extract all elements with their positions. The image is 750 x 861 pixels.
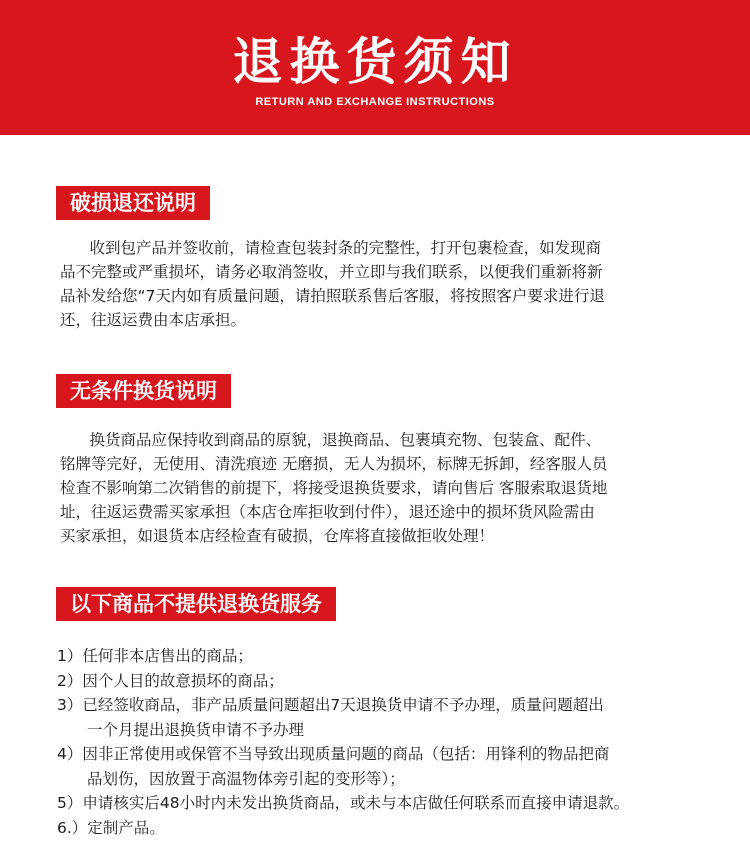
section-heading-non-returnable: 以下商品不提供退换货服务 (56, 587, 336, 621)
paragraph-line: 买家承担，如退货本店经检查有破损，仓库将直接做拒收处理！ (60, 527, 495, 545)
section-heading-damage-return: 破损退还说明 (56, 186, 210, 220)
paragraph-line: 换货商品应保持收到商品的原貌，退换商品、包裹填充物、包装盒、配件、 (60, 431, 602, 449)
non-returnable-list (57, 644, 737, 840)
paragraph-line: 检查不影响第二次销售的前提下，将接受退换货要求，请向售后 客服索取退货地 (60, 479, 608, 497)
list-item: 2）因个人目的故意损坏的商品； (57, 671, 284, 690)
page-subtitle: RETURN AND EXCHANGE INSTRUCTIONS (255, 96, 495, 108)
paragraph-line: 收到包产品并签收前，请检查包装封条的完整性，打开包裹检查，如发现商 (60, 239, 602, 257)
list-item-continuation: 一个月提出退换货申请不予办理 (87, 720, 305, 739)
list-item: 5）申请核实后48小时内未发出换货商品，或未与本店做任何联系而直接申请退款。 (57, 794, 630, 812)
header-banner (0, 0, 750, 135)
damage-return-paragraph (60, 236, 700, 332)
section-heading-unconditional-exchange: 无条件换货说明 (56, 374, 231, 408)
paragraph-line: 铭牌等完好，无使用、清洗痕迹 无磨损，无人为损坏，标牌无拆卸，经客服人员 (60, 455, 608, 473)
unconditional-exchange-paragraph (60, 428, 700, 548)
paragraph-line: 品补发给您“7天内如有质量问题，请拍照联系售后客服，将按照客户要求进行退 (60, 287, 605, 305)
list-item: 4）因非正常使用或保管不当导致出现质量问题的商品（包括：用锋利的物品把商 (57, 745, 610, 763)
paragraph-line: 还，往返运费由本店承担。 (60, 311, 247, 329)
list-item-continuation: 品划伤，因放置于高温物体旁引起的变形等）； (87, 769, 405, 788)
list-item: 1）任何非本店售出的商品； (57, 647, 253, 665)
paragraph-line: 品不完整或严重损坏，请务必取消签收，并立即与我们联系，以便我们重新将新 (60, 263, 603, 281)
paragraph-line: 址，往返运费需买家承担（本店仓库拒收到付件），退还途中的损坏货风险需由 (60, 503, 595, 521)
list-item: 6.）定制产品。 (57, 818, 165, 837)
list-item: 3）已经签收商品，非产品质量问题超出7天退换货申请不予办理，质量问题超出 (57, 696, 604, 714)
page-title: 退换货须知 (232, 33, 518, 91)
